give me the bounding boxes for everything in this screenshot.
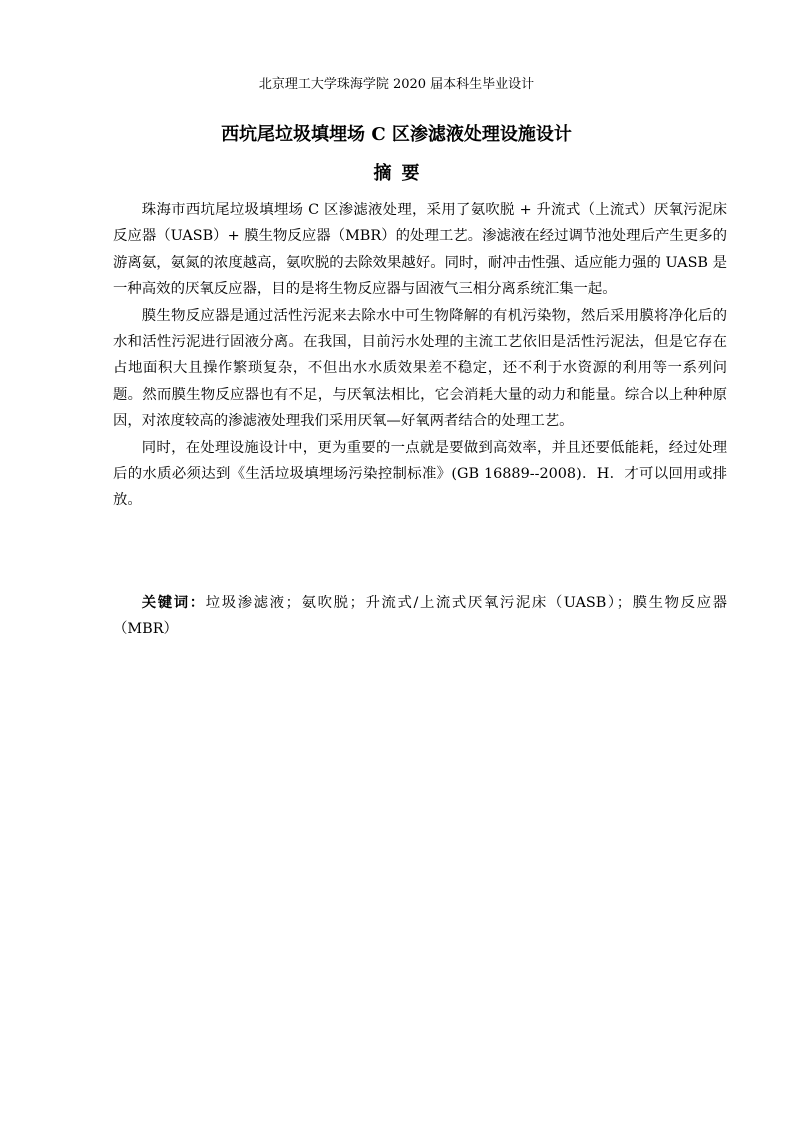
- keywords: [113, 590, 727, 643]
- abstract-paragraph-2: 膜生物反应器是通过活性污泥来去除水中可生物降解的有机污染物，然后采用膜将净化后的水和活性污泥进行固液分离。在我国，目前污水处理的主流工艺依旧是活性污泥法，但是它存在占地面积大且操作繁琐复杂，不但出水水质效果差不稳定，还不利于水资源的利用等一系列问题。然而膜生物反应器也有不足，与厌氧法相比，它会消耗大量的动力和能量。综合以上种种原因，对浓度较高的渗滤液处理我们采用厌氧—好氧两者结合的处理工艺。: [113, 307, 727, 430]
- abstract-heading: 摘要: [373, 163, 430, 184]
- page-header: 北京理工大学珠海学院 2020 届本科生毕业设计: [258, 77, 535, 92]
- keywords-label: 关键词：: [141, 594, 206, 611]
- document-title: 西坑尾垃圾填埋场 C 区渗滤液处理设施设计: [221, 124, 572, 145]
- abstract-paragraph-3: 同时，在处理设施设计中，更为重要的一点就是要做到高效率，并且还要低能耗，经过处理后的水质必须达到《生活垃圾填埋场污染控制标准》(GB 16889--2008)．H．才可以回用或排放。: [113, 439, 727, 509]
- abstract-body: [113, 197, 727, 514]
- abstract-paragraph-1: 珠海市西坑尾垃圾填埋场 C 区渗滤液处理，采用了氨吹脱 + 升流式（上流式）厌氧污泥床反应器（UASB）+ 膜生物反应器（MBR）的处理工艺。渗滤液在经过调节池处理后产生更多的游离氨，氨氮的浓度越高，氨吹脱的去除效果越好。同时，耐冲击性强、适应能力强的 UASB 是一种高效的厌氧反应器，目的是将生物反应器与固液气三相分离系统汇集一起。: [113, 202, 727, 298]
- keywords-text: 垃圾渗滤液；氨吹脱；升流式/上流式厌氧污泥床（UASB）；膜生物反应器（MBR）: [113, 595, 727, 638]
